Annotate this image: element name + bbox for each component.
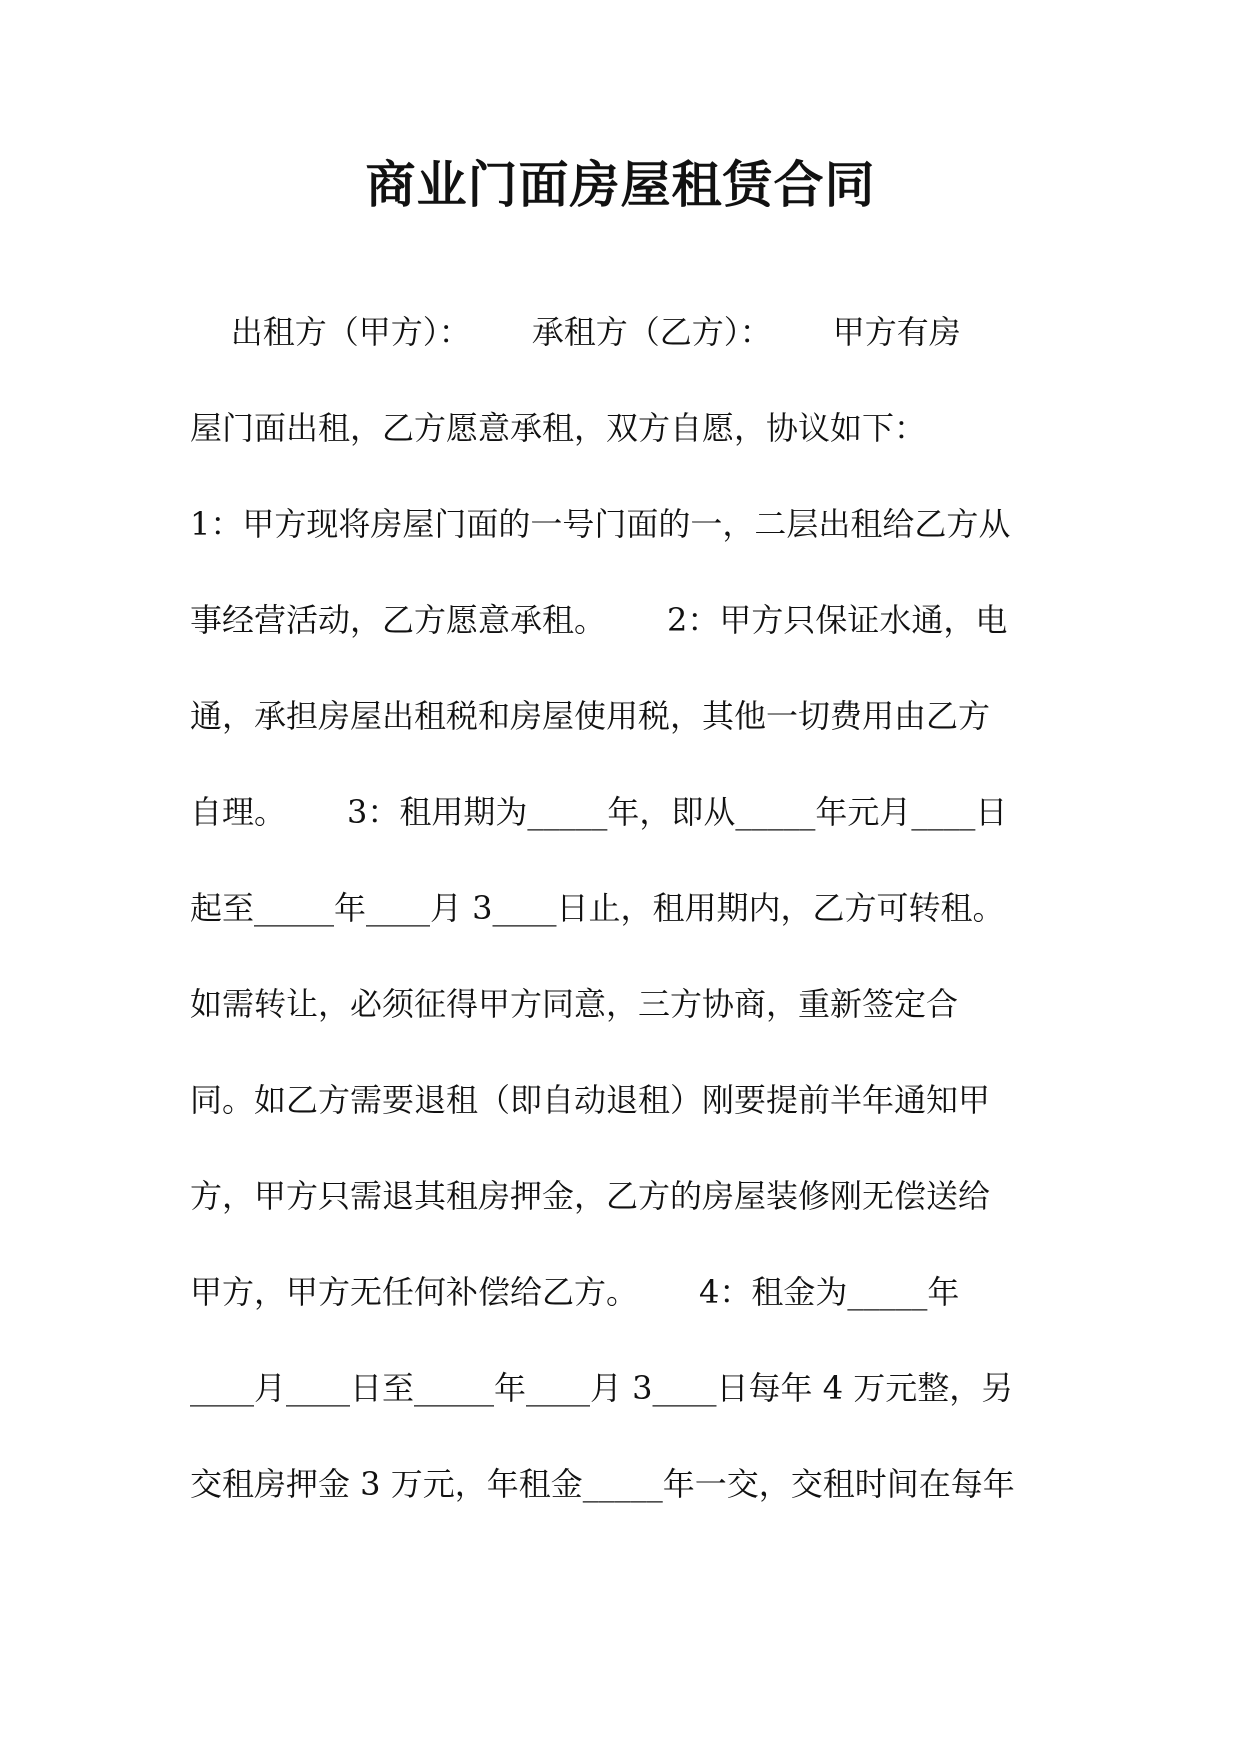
body-line-5: 通，承担房屋出租税和房屋使用税，其他一切费用由乙方 <box>190 697 991 735</box>
body-line-8: 如需转让，必须征得甲方同意，三方协商，重新签定合 <box>190 985 959 1023</box>
body-line-6: 自理。 3：租用期为_____年，即从_____年元月____日 <box>190 793 1008 831</box>
body-line-10: 方，甲方只需退其租房押金，乙方的房屋装修刚无偿送给 <box>190 1177 991 1215</box>
body-line-2: 屋门面出租，乙方愿意承租，双方自愿，协议如下： <box>190 409 927 447</box>
body-line-11: 甲方，甲方无任何补偿给乙方。 4：租金为_____年 <box>190 1273 960 1311</box>
body-line-4: 事经营活动，乙方愿意承租。 2：甲方只保证水通，电 <box>190 601 1008 639</box>
body-line-3: 1：甲方现将房屋门面的一号门面的一，二层出租给乙方从 <box>190 505 1011 543</box>
document-title: 商业门面房屋租赁合同 <box>365 156 876 214</box>
body-line-13: 交租房押金 3 万元，年租金_____年一交，交租时间在每年 <box>190 1465 1015 1503</box>
body-line-12: ____月____日至_____年____月 3____日每年 4 万元整，另 <box>190 1369 1014 1407</box>
body-line-7: 起至_____年____月 3____日止，租用期内，乙方可转租。 <box>190 889 1005 927</box>
body-line-9: 同。如乙方需要退租（即自动退租）刚要提前半年通知甲 <box>190 1081 991 1119</box>
body-line-1: 出租方（甲方）： 承租方（乙方）： 甲方有房 <box>190 313 961 351</box>
